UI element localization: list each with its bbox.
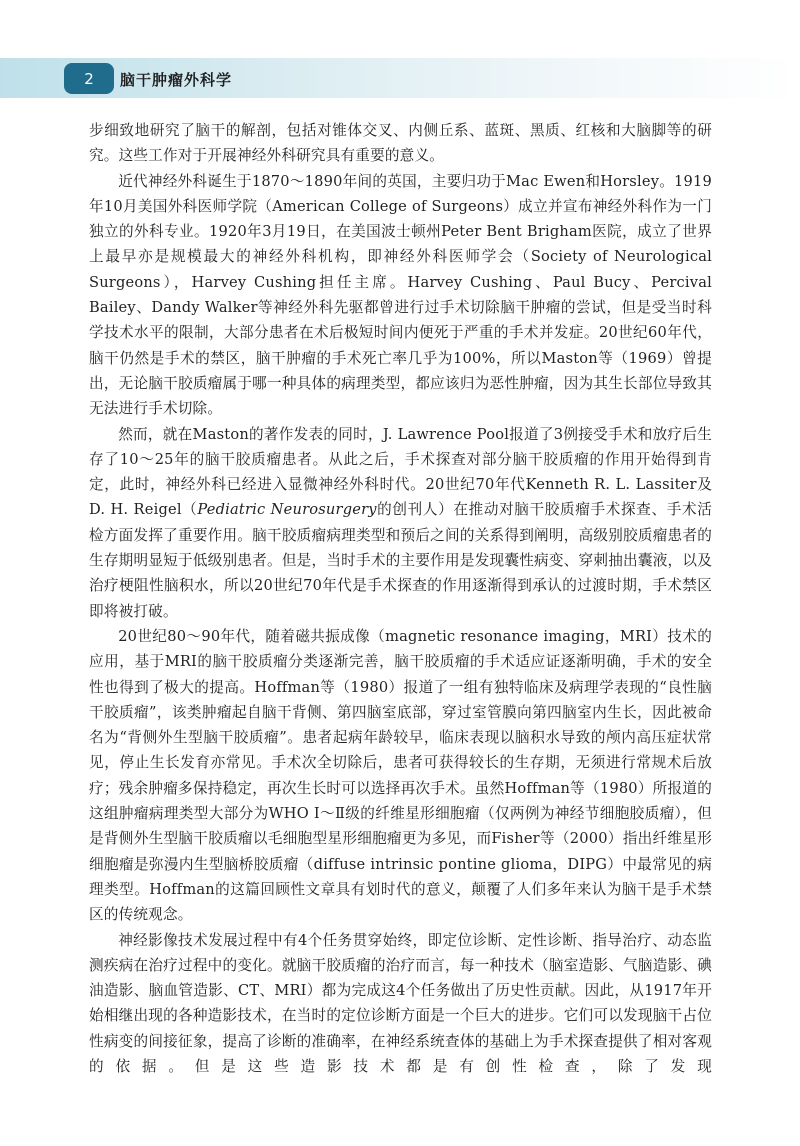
book-title: 脑干肿瘤外科学	[120, 71, 233, 89]
paragraph-4: 20世纪80～90年代，随着磁共振成像（magnetic resonance imaging，MRI）技术的应用，基于MRI的脑干胶质瘤分类逐渐完善，脑干胶质瘤的手术适应证逐渐明确，手术的安全性也得到了极大的提高。Hoffman等（1980）报道了一组有独特临床及病理学表现的“良性脑干胶质瘤”，该类肿瘤起自脑干背侧、第四脑室底部，穿过室管膜向第四脑室内生长，因此被命名为“背侧外生型脑干胶质瘤”。患者起病年龄较早，临床表现以脑积水导致的颅内高压症状常见，停止生长发育亦常见。手术次全切除后，患者可获得较长的生存期，无须进行常规术后放疗；残余肿瘤多保持稳定，再次生长时可以选择再次手术。虽然Hoffman等（1980）所报道的这组肿瘤病理类型大部分为WHO Ⅰ～Ⅱ级的纤维星形细胞瘤（仅两例为神经节细胞胶质瘤），但是背侧外生型脑干胶质瘤以毛细胞型星形细胞瘤更为多见，而Fisher等（2000）指出纤维星形细胞瘤是弥漫内生型脑桥胶质瘤（diffuse intrinsic pontine glioma，DIPG）中最常见的病理类型。Hoffman的这篇回顾性文章具有划时代的意义，颠覆了人们多年来认为脑干是手术禁区的传统观念。	[89, 627, 712, 924]
paragraph-5: 神经影像技术发展过程中有4个任务贯穿始终，即定位诊断、定性诊断、指导治疗、动态监测疾病在治疗过程中的变化。就脑干胶质瘤的治疗而言，每一种技术（脑室造影、气脑造影、碘油造影、脑血管造影、CT、MRI）都为完成这4个任务做出了历史性贡献。因此，从1917年开始相继出现的各种造影技术，在当时的定位诊断方面是一个巨大的进步。它们可以发现脑干占位性病变的间接征象，提高了诊断的准确率，在神经系统查体的基础上为手术探查提供了相对客观的依据。但是这些造影技术都是有创性检查，除了发现	[89, 931, 712, 1075]
journal-title: Pediatric Neurosurgery	[197, 501, 377, 519]
paragraph-3	[89, 422, 712, 624]
paragraph-2: 近代神经外科诞生于1870～1890年间的英国，主要归功于Mac Ewen和Horsley。1919年10月美国外科医师学院（American College of Surgeons）成立并宣布神经外科作为一门独立的外科专业。1920年3月19日，在美国波士顿州Peter Bent Brigham医院，成立了世界上最早亦是规模最大的神经外科机构，即神经外科医师学会（Society of Neurological Surgeons），Harvey Cushing担任主席。Harvey Cushing、Paul Bucy、Percival Bailey、Dandy Walker等神经外科先驱都曾进行过手术切除脑干肿瘤的尝试，但是受当时科学技术水平的限制，大部分患者在术后极短时间内便死于严重的手术并发症。20世纪60年代，脑干仍然是手术的禁区，脑干肿瘤的手术死亡率几乎为100%，所以Maston等（1969）曾提出，无论脑干胶质瘤属于哪一种具体的病理类型，都应该归为恶性肿瘤，因为其生长部位导致其无法进行手术切除。	[89, 172, 712, 418]
page-number: 2	[64, 63, 114, 94]
paragraph-1: 步细致地研究了脑干的解剖，包括对锥体交叉、内侧丘系、蓝斑、黑质、红核和大脑脚等的研究。这些工作对于开展神经外科研究具有重要的意义。	[89, 122, 712, 165]
paragraph-3-part-2: 的创刊人）在推动对脑干胶质瘤手术探查、手术活检方面发挥了重要作用。脑干胶质瘤病理类型和预后之间的关系得到阐明，高级别胶质瘤患者的生存期明显短于低级别患者。但是，当时手术的主要作用是发现囊性病变、穿刺抽出囊液，以及治疗梗阻性脑积水，所以20世纪70年代是手术探查的作用逐渐得到承认的过渡时期，手术禁区即将被打破。	[89, 501, 712, 620]
body-text	[89, 118, 712, 1079]
paragraph-3-part-1: 然而，就在Maston的著作发表的同时，J. Lawrence Pool报道了3例接受手术和放疗后生存了10～25年的脑干胶质瘤患者。从此之后，手术探查对部分脑干胶质瘤的作用开始得到肯定，此时，神经外科已经进入显微神经外科时代。20世纪70年代Kenneth R. L. Lassiter及D. H. Reigel（	[89, 425, 712, 519]
